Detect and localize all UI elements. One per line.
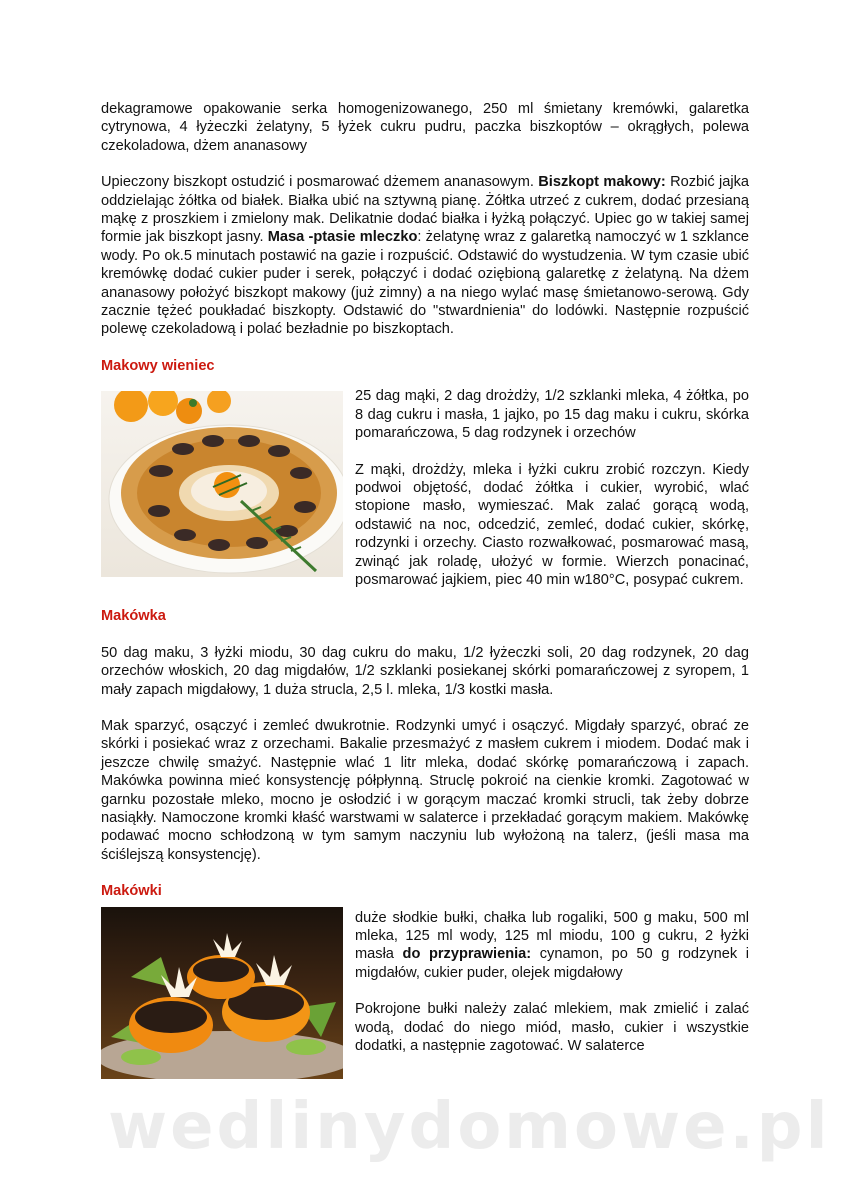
document-page [101,100,749,1079]
makowka-method: Mak sparzyć, osączyć i zemleć dwukrotnie. Rodzynki umyć i osączyć. Migdały sparzyć, obrać ze skórki i posiekać wraz z orzechami. Bakalie przesmażyć z masłem cukrem i miodem. Dodać mak i jeszcze chwilę smażyć. Następnie wlać 1 litr mleka, dodać skórkę pomarańczową i zapach. Makówka powinna mieć konsystencję półpłynną. Struclę pokroić na cienkie kromki. Zagotować w garnku pozostałe mleko, mocno je osłodzić i w gorącym maczać kromki strucli, tak żeby dobrze nasiąkły. Namoczone kromki kłaść warstwami w salaterce i przekładać gorącym makiem. Makówkę podawać mocno schłodzoną w tym samym naczyniu lub wyłożoną na talerz, (jeśli masa ma ściślejszą konsystencję). [101,717,749,863]
makowki-photo [101,907,343,1079]
wreath-cake-image [101,391,343,577]
makowki-method: Pokrojone bułki należy zalać mlekiem, mak zmielić i zalać wodą, dodać do niego miód, masło, cukier i wszystkie dodatki, a następnie zagotować. W salaterce [355,1001,749,1055]
makowki-ingredients-b: cynamon, po 50 g rodzynek i migdałów, cukier puder, olejek migdałowy [355,946,750,981]
intro-label-masa: Masa -ptasie mleczko [267,229,418,246]
intro-step-c: : żelatynę wraz z galaretką namoczyć w 1 szklance wody. Po ok.5 minutach postawić na gazie i rozpuścić. Odstawić do wystudzenia. W tym czasie ubić kremówkę dodać cukier puder i serek, połączyć i dodać oziębioną galaretkę z żelatyną. Na dżem ananasowy położyć biszkopt makowy (już zimny) a na niego wylać masę śmietanowo-serową. Gdy zacznie tężeć poukładać biszkopty. Odstawić do "stwardnienia" do lodówki. Następnie rozpuścić polewę czekoladową i polać bezładnie po biszkoptach. [101,229,749,338]
recipe-wieniec [101,387,749,589]
makowki-ingredients-a: duże słodkie bułki, chałka lub rogaliki, 500 g maku, 500 ml mleka, 125 ml wody, 125 ml miodu, 100 g cukru, 2 łyżki masła [355,909,749,963]
wieniec-photo [101,391,343,577]
intro-label-biszkopt: Biszkopt makowy: [538,174,666,191]
watermark: wedlinydomowe.pl [108,1090,831,1164]
recipe-makowki [101,901,749,1079]
wieniec-method: Z mąki, drożdży, mleka i łyżki cukru zrobić rozczyn. Kiedy podwoi objętość, dodać żółtka i cukier, wyrobić, wlać stopione masło, wymieszać. Mak zalać gorącą wodą, odstawić na noc, odcedzić, zemleć, dodać cukier, skórkę, rodzynki i orzechy. Ciasto rozwałkować, posmarować masą, zwinąć jak roladę, ułożyć w formie. Wierzch ponacinać, posmarować jajkiem, piec 40 min w180°C, posypać cukrem. [355,461,749,588]
intro-method [101,173,749,339]
intro-step-a: Upieczony biszkopt ostudzić i posmarować dżemem ananasowym. [101,174,539,191]
intro-ingredients: dekagramowe opakowanie serka homogenizowanego, 250 ml śmietany kremówki, galaretka cytrynowa, 4 łyżeczki żelatyny, 5 łyżek cukru pudru, paczka biszkoptów – okrągłych, polewa czekoladowa, dżem ananasowy [101,101,749,154]
makowki-label-przyprawienia: do przyprawienia: [402,946,532,963]
wieniec-ingredients: 25 dag mąki, 2 dag drożdży, 1/2 szklanki mleka, 4 żółtka, po 8 dag cukru i masła, 1 jajko, po 15 dag maku i cukru, skórka pomarańczowa, 5 dag rodzynek i orzechów [355,388,749,442]
makowka-ingredients: 50 dag maku, 3 łyżki miodu, 30 dag cukru do maku, 1/2 łyżeczki soli, 20 dag rodzynek, 20 dag orzechów włoskich, 20 dag migdałów, 1/2 szklanki posiekanej skórki pomarańczowej z syropem, 1 mały zapach migdałowy, 1 duża strucla, 2,5 l. mleka, 1/3 kostki masła. [101,644,749,698]
heading-makowki: Makówki [101,883,162,900]
heading-makowy-wieniec: Makowy wieniec [101,357,215,374]
poppy-orange-cups-image [101,907,343,1079]
heading-makowka: Makówka [101,608,166,625]
intro-step-b: Rozbić jajka oddzielając żółtka od białek. Białka ubić na sztywną pianę. Żółtka utrzeć z cukrem, dodać przesianą mąkę z proszkiem i zmielony mak. Delikatnie dodać białka i łyżką połączyć. Upiec go w takiej samej formie jak biszkopt jasny. [101,174,749,246]
